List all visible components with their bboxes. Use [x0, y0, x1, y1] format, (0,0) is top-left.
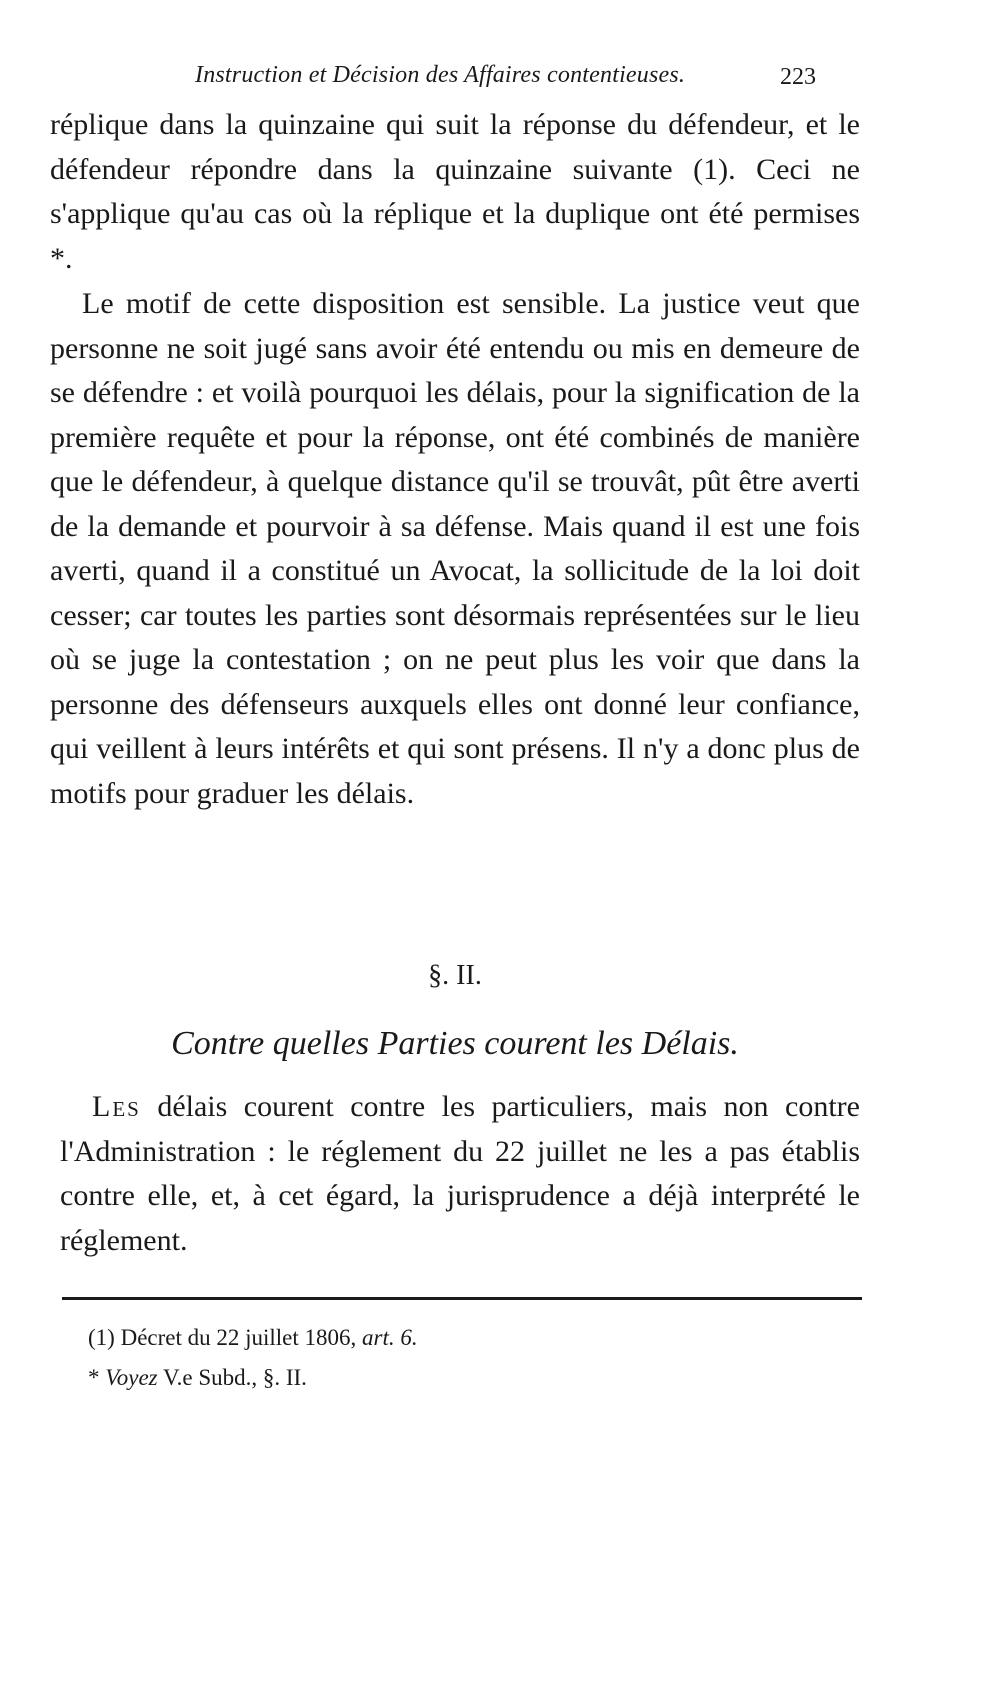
- paragraph-continued: [50, 103, 860, 281]
- paragraph-lead-word: Les: [92, 1090, 141, 1123]
- footnotes: [88, 1318, 418, 1398]
- footnote-2-voyez: Voyez: [99, 1365, 158, 1390]
- footnote-rule: [62, 1297, 862, 1300]
- section-title: Contre quelles Parties courent les Délais.: [171, 1025, 739, 1062]
- paragraph-motif: [50, 282, 860, 816]
- paragraph-text: réplique dans la quinzaine qui suit la réponse du défendeur, et le défendeur répondre dans la quinzaine suivante (1). Ceci ne s'applique qu'au cas où la réplique et la duplique ont été permises *.: [50, 108, 860, 275]
- paragraph-text: Le motif de cette disposition est sensible. La justice veut que personne ne soit jugé sans avoir été entendu ou mis en demeure de se défendre : et voilà pourquoi les délais, pour la signification de la première requête et pour la réponse, ont été combinés de manière que le défendeur, à quelque distance qu'il se trouvât, pût être averti de la demande et pourvoir à sa défense. Mais quand il est une fois averti, quand il a constitué un Avocat, la sollicitude de la loi doit cesser; car toutes les parties sont désormais représentées sur le lieu où se juge la contestation ; on ne peut plus les voir que dans la personne des défenseurs auxquels elles ont donné leur confiance, qui veillent à leurs intérêts et qui sont présens. Il n'y a donc plus de motifs pour graduer les délais.: [50, 287, 860, 810]
- paragraph-body: délais courent contre les particuliers, mais non contre l'Administration : le réglement du 22 juillet ne les a pas établis contre elle, et, à cet égard, la jurisprudence a déjà interprété le réglement.: [60, 1090, 860, 1257]
- paragraph-text: [60, 1085, 860, 1263]
- running-head-title: Instruction et Décision des Affaires contentieuses.: [195, 62, 686, 88]
- footnote-1-reference: art. 6.: [362, 1325, 418, 1350]
- page-number: 223: [780, 64, 816, 90]
- footnote-1: [88, 1318, 418, 1358]
- footnote-1-text: Décret du 22 juillet 1806,: [114, 1325, 363, 1350]
- footnote-1-marker: (1): [88, 1325, 115, 1350]
- footnote-2: [88, 1358, 418, 1398]
- paragraph-delais: [60, 1085, 860, 1263]
- footnote-2-text: V.e Subd., §. II.: [157, 1365, 307, 1390]
- footnote-2-marker: *: [88, 1365, 100, 1390]
- section-number: §. II.: [428, 960, 482, 991]
